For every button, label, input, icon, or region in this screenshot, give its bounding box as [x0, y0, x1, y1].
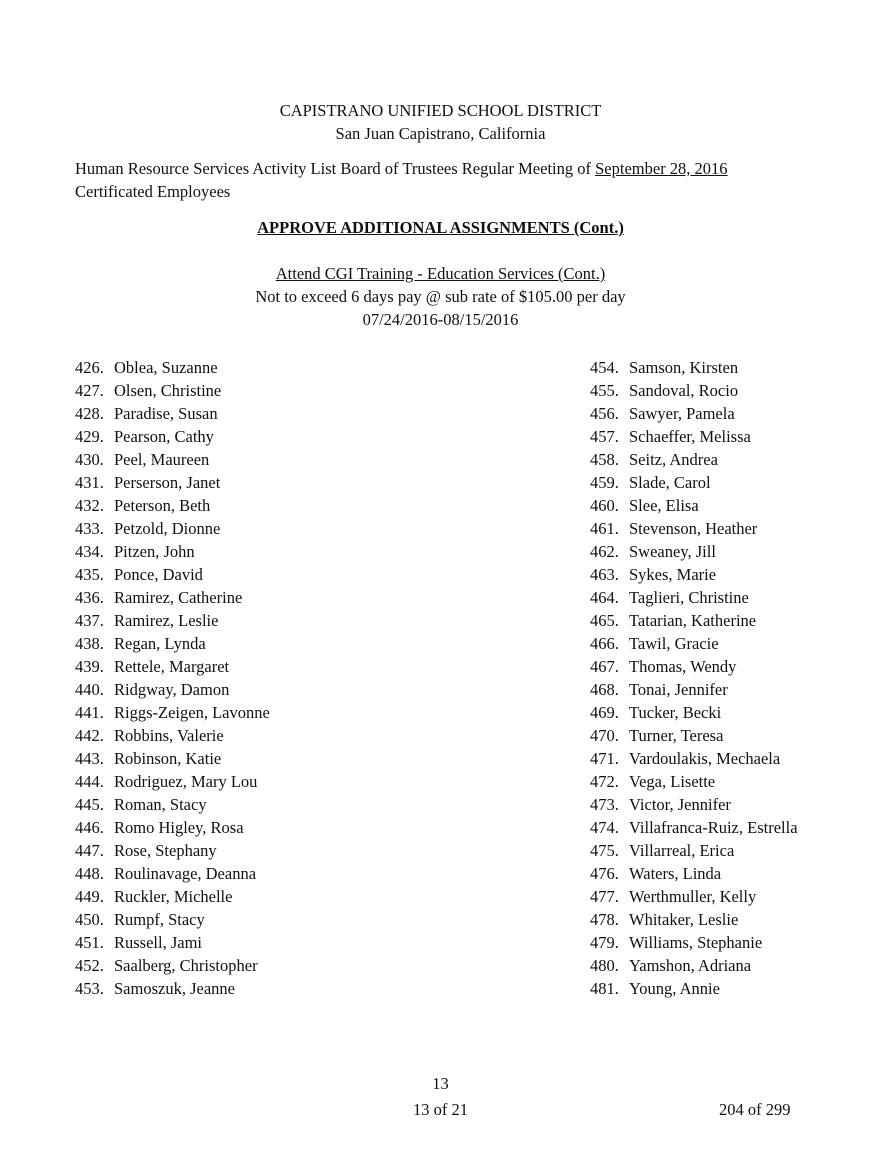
item-number: 437. [75, 611, 104, 630]
employee-name: Seitz, Andrea [629, 450, 718, 469]
employee-name: Schaeffer, Melissa [629, 427, 751, 446]
item-number: 477. [590, 887, 619, 906]
list-item [75, 862, 270, 885]
item-number: 453. [75, 979, 104, 998]
item-number: 448. [75, 864, 104, 883]
item-number: 458. [590, 450, 619, 469]
employee-name: Ramirez, Catherine [114, 588, 243, 607]
page-number: 13 [432, 1074, 449, 1093]
list-item [75, 816, 270, 839]
list-item [75, 379, 270, 402]
list-item [590, 540, 798, 563]
employee-name: Young, Annie [629, 979, 720, 998]
employee-name: Vega, Lisette [629, 772, 716, 791]
employee-name: Saalberg, Christopher [114, 956, 258, 975]
item-number: 429. [75, 427, 104, 446]
employee-list-right [590, 356, 798, 1000]
item-number: 445. [75, 795, 104, 814]
employee-group: Certificated Employees [75, 182, 231, 201]
list-item [75, 885, 270, 908]
list-item [590, 356, 798, 379]
item-number: 467. [590, 657, 619, 676]
employee-list-left [75, 356, 270, 1000]
activity-list-heading [75, 159, 728, 179]
employee-name: Ruckler, Michelle [114, 887, 233, 906]
item-number: 427. [75, 381, 104, 400]
list-item [75, 494, 270, 517]
list-item [590, 379, 798, 402]
list-item [75, 701, 270, 724]
employee-name: Peterson, Beth [114, 496, 211, 515]
list-item [75, 471, 270, 494]
item-number: 438. [75, 634, 104, 653]
item-number: 479. [590, 933, 619, 952]
employee-name: Ponce, David [114, 565, 203, 584]
employee-name: Paradise, Susan [114, 404, 218, 423]
employee-name: Robbins, Valerie [114, 726, 224, 745]
list-item [590, 862, 798, 885]
item-number: 450. [75, 910, 104, 929]
list-item [75, 540, 270, 563]
list-item [590, 402, 798, 425]
list-item [590, 425, 798, 448]
employee-name: Yamshon, Adriana [629, 956, 752, 975]
item-number: 468. [590, 680, 619, 699]
item-number: 464. [590, 588, 619, 607]
list-item [75, 908, 270, 931]
list-item [75, 839, 270, 862]
item-number: 469. [590, 703, 619, 722]
list-item [75, 425, 270, 448]
list-item [590, 448, 798, 471]
packet-page-count: 204 of 299 [719, 1100, 791, 1119]
list-item [590, 471, 798, 494]
employee-name: Slade, Carol [629, 473, 711, 492]
list-item [75, 724, 270, 747]
employee-name: Rumpf, Stacy [114, 910, 205, 929]
item-number: 476. [590, 864, 619, 883]
list-item [75, 954, 270, 977]
list-item [75, 609, 270, 632]
list-item [590, 586, 798, 609]
employee-name: Tawil, Gracie [629, 634, 719, 653]
item-number: 472. [590, 772, 619, 791]
item-number: 428. [75, 404, 104, 423]
employee-name: Pearson, Cathy [114, 427, 214, 446]
list-item [590, 724, 798, 747]
list-item [590, 931, 798, 954]
employee-name: Samson, Kirsten [629, 358, 739, 377]
item-number: 432. [75, 496, 104, 515]
list-item [75, 931, 270, 954]
employee-name: Olsen, Christine [114, 381, 222, 400]
list-item [590, 954, 798, 977]
employee-name: Sweaney, Jill [629, 542, 716, 561]
item-number: 441. [75, 703, 104, 722]
list-item [75, 563, 270, 586]
item-number: 470. [590, 726, 619, 745]
employee-name: Rose, Stephany [114, 841, 217, 860]
employee-name: Russell, Jami [114, 933, 203, 952]
employee-name: Werthmuller, Kelly [629, 887, 757, 906]
list-item [590, 563, 798, 586]
item-number: 475. [590, 841, 619, 860]
list-item [75, 402, 270, 425]
list-item [75, 655, 270, 678]
employee-name: Turner, Teresa [629, 726, 724, 745]
list-item [590, 839, 798, 862]
list-item [590, 770, 798, 793]
list-item [590, 816, 798, 839]
list-item [590, 678, 798, 701]
section-page-count: 13 of 21 [413, 1100, 468, 1119]
list-item [590, 977, 798, 1000]
item-number: 465. [590, 611, 619, 630]
section-title: APPROVE ADDITIONAL ASSIGNMENTS (Cont.) [257, 218, 624, 237]
item-number: 440. [75, 680, 104, 699]
item-number: 478. [590, 910, 619, 929]
item-number: 431. [75, 473, 104, 492]
employee-name: Stevenson, Heather [629, 519, 758, 538]
list-item [590, 701, 798, 724]
employee-name: Pitzen, John [114, 542, 195, 561]
list-item [590, 517, 798, 540]
list-item [590, 609, 798, 632]
date-range: 07/24/2016-08/15/2016 [362, 310, 519, 329]
item-number: 463. [590, 565, 619, 584]
list-item [75, 632, 270, 655]
district-location: San Juan Capistrano, California [335, 124, 546, 143]
employee-name: Riggs-Zeigen, Lavonne [114, 703, 270, 722]
employee-name: Robinson, Katie [114, 749, 222, 768]
list-item [590, 793, 798, 816]
item-number: 446. [75, 818, 104, 837]
employee-name: Regan, Lynda [114, 634, 206, 653]
item-number: 459. [590, 473, 619, 492]
item-number: 473. [590, 795, 619, 814]
meeting-date: September 28, 2016 [595, 159, 728, 178]
item-number: 451. [75, 933, 104, 952]
employee-name: Villafranca-Ruiz, Estrella [629, 818, 798, 837]
list-item [75, 586, 270, 609]
item-number: 439. [75, 657, 104, 676]
item-number: 460. [590, 496, 619, 515]
list-item [75, 356, 270, 379]
item-number: 474. [590, 818, 619, 837]
pay-note: Not to exceed 6 days pay @ sub rate of $105.00 per day [255, 287, 626, 306]
item-number: 462. [590, 542, 619, 561]
list-item [75, 977, 270, 1000]
employee-name: Taglieri, Christine [629, 588, 749, 607]
item-number: 449. [75, 887, 104, 906]
employee-name: Romo Higley, Rosa [114, 818, 244, 837]
employee-name: Villarreal, Erica [629, 841, 735, 860]
employee-name: Perserson, Janet [114, 473, 221, 492]
list-item [75, 770, 270, 793]
list-item [590, 632, 798, 655]
employee-name: Sykes, Marie [629, 565, 717, 584]
item-number: 435. [75, 565, 104, 584]
section-subtitle: Attend CGI Training - Education Services (Cont.) [275, 264, 606, 283]
employee-name: Victor, Jennifer [629, 795, 731, 814]
item-number: 481. [590, 979, 619, 998]
list-item [590, 908, 798, 931]
district-name: CAPISTRANO UNIFIED SCHOOL DISTRICT [279, 101, 602, 120]
employee-name: Vardoulakis, Mechaela [629, 749, 781, 768]
employee-name: Oblea, Suzanne [114, 358, 218, 377]
list-item [75, 448, 270, 471]
employee-name: Slee, Elisa [629, 496, 699, 515]
employee-name: Williams, Stephanie [629, 933, 763, 952]
list-item [75, 747, 270, 770]
employee-name: Waters, Linda [629, 864, 722, 883]
employee-name: Petzold, Dionne [114, 519, 221, 538]
item-number: 455. [590, 381, 619, 400]
employee-name: Ridgway, Damon [114, 680, 230, 699]
employee-name: Sandoval, Rocio [629, 381, 739, 400]
item-number: 442. [75, 726, 104, 745]
item-number: 434. [75, 542, 104, 561]
list-item [590, 494, 798, 517]
item-number: 466. [590, 634, 619, 653]
item-number: 452. [75, 956, 104, 975]
employee-name: Roman, Stacy [114, 795, 207, 814]
employee-name: Thomas, Wendy [629, 657, 737, 676]
list-item [590, 655, 798, 678]
employee-name: Tucker, Becki [629, 703, 722, 722]
item-number: 454. [590, 358, 619, 377]
item-number: 433. [75, 519, 104, 538]
item-number: 430. [75, 450, 104, 469]
list-item [590, 747, 798, 770]
employee-name: Samoszuk, Jeanne [114, 979, 235, 998]
employee-name: Roulinavage, Deanna [114, 864, 257, 883]
item-number: 447. [75, 841, 104, 860]
employee-name: Whitaker, Leslie [629, 910, 739, 929]
employee-name: Tatarian, Katherine [629, 611, 757, 630]
list-item [75, 793, 270, 816]
item-number: 461. [590, 519, 619, 538]
item-number: 444. [75, 772, 104, 791]
list-item [75, 678, 270, 701]
item-number: 436. [75, 588, 104, 607]
activity-list-prefix: Human Resource Services Activity List Board of Trustees Regular Meeting of [75, 159, 596, 178]
employee-name: Rodriguez, Mary Lou [114, 772, 258, 791]
list-item [590, 885, 798, 908]
item-number: 456. [590, 404, 619, 423]
item-number: 443. [75, 749, 104, 768]
employee-name: Sawyer, Pamela [629, 404, 735, 423]
employee-name: Rettele, Margaret [114, 657, 230, 676]
list-item [75, 517, 270, 540]
item-number: 480. [590, 956, 619, 975]
employee-name: Peel, Maureen [114, 450, 210, 469]
employee-name: Tonai, Jennifer [629, 680, 728, 699]
item-number: 471. [590, 749, 619, 768]
item-number: 457. [590, 427, 619, 446]
item-number: 426. [75, 358, 104, 377]
employee-name: Ramirez, Leslie [114, 611, 219, 630]
